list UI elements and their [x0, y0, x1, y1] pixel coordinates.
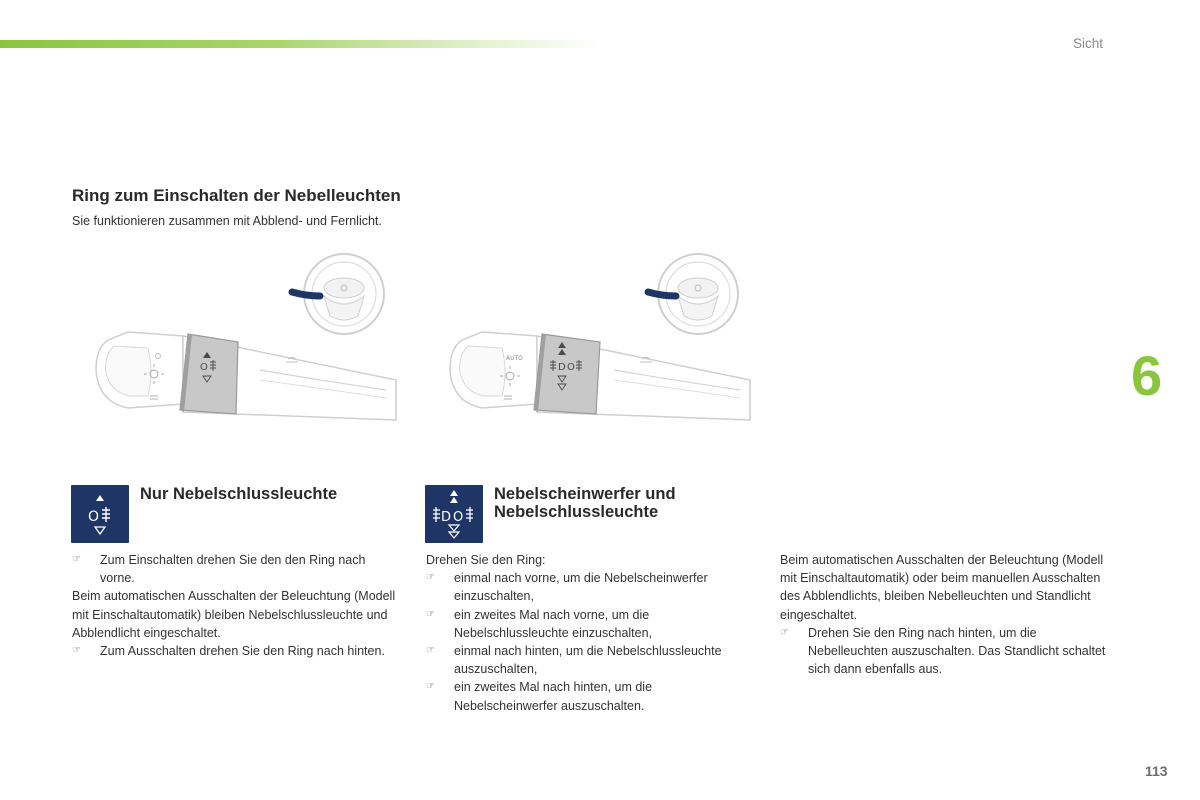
paragraph: Beim automatischen Ausschalten der Beleuchtung (Modell mit Einschaltautomatik) bleiben Nebelschlussleuchte und Abblendlicht eingeschaltet. [72, 589, 396, 640]
section-title-line-1: Nebelscheinwerfer und [494, 485, 676, 503]
section-title-front-rear-fog [494, 485, 754, 521]
intro-text: Sie funktionieren zusammen mit Abblend- und Fernlicht. [72, 214, 382, 228]
paragraph: Beim automatischen Ausschalten der Beleuchtung (Modell mit Einschaltautomatik) oder beim manuellen Ausschalten des Abblendlichts, bleiben Nebelleuchten und Standlicht eingeschaltet. [780, 553, 1104, 622]
rear-fog-light-icon [71, 485, 129, 543]
column-front-rear-fog [426, 551, 756, 715]
paragraph: Drehen Sie den Ring: [426, 553, 546, 567]
list-item [426, 678, 756, 714]
list-item-text: einmal nach vorne, um die Nebelscheinwerfer einzuschalten, [454, 571, 708, 604]
hand-pointer-icon: ☞ [426, 608, 435, 620]
svg-text:D: D [558, 362, 566, 373]
list-item-text: Drehen Sie den Ring nach hinten, um die Nebelleuchten auszuschalten. Das Standlicht schaltet sich dann ebenfalls aus. [808, 625, 1106, 677]
hand-pointer-icon: ☞ [426, 681, 435, 693]
list-item [426, 642, 756, 678]
list-item-text: Zum Ausschalten drehen Sie den Ring nach hinten. [100, 644, 385, 659]
list-item [780, 624, 1110, 679]
svg-text:D: D [441, 510, 452, 525]
hand-pointer-icon: ☞ [780, 626, 789, 638]
hand-pointer-icon: ☞ [72, 645, 81, 657]
list-item-text: einmal nach hinten, um die Nebelschlussleuchte auszuschalten, [454, 644, 722, 677]
svg-text:O: O [200, 362, 208, 373]
column-automatic-off [780, 551, 1110, 678]
chapter-number: 6 [1131, 344, 1163, 407]
svg-text:O: O [567, 362, 575, 373]
stalk-illustration-rear-fog [88, 252, 408, 432]
svg-text:O: O [453, 510, 464, 525]
steering-wheel-icon [648, 254, 738, 334]
list-item [426, 569, 756, 605]
hand-pointer-icon: ☞ [72, 554, 81, 565]
light-stalk-icon [450, 332, 750, 420]
stalk-illustration-front-rear-fog [442, 252, 762, 432]
auto-label: AUTO [506, 355, 523, 362]
column-rear-fog [72, 551, 402, 660]
section-label: Sicht [1073, 36, 1104, 51]
section-title-line-2: Nebelschlussleuchte [494, 503, 659, 521]
list-item [72, 642, 402, 660]
list-item-text: ein zweites Mal nach vorne, um die Nebelschlussleuchte einzuschalten, [454, 607, 653, 640]
list-item [426, 606, 756, 642]
light-stalk-icon [96, 332, 396, 420]
header-accent-bar [0, 40, 600, 48]
page-number: 113 [1145, 763, 1168, 779]
page-title: Ring zum Einschalten der Nebelleuchten [72, 186, 401, 205]
steering-wheel-icon [292, 254, 384, 334]
front-rear-fog-light-icon [425, 485, 483, 543]
list-item-text: Zum Einschalten drehen Sie den den Ring nach vorne. [100, 553, 366, 586]
hand-pointer-icon: ☞ [426, 572, 435, 584]
list-item [72, 551, 402, 587]
list-item-text: ein zweites Mal nach hinten, um die Nebelscheinwerfer auszuschalten. [454, 680, 653, 713]
hand-pointer-icon: ☞ [426, 645, 435, 657]
svg-text:O: O [88, 509, 100, 525]
section-title-rear-fog: Nur Nebelschlussleuchte [140, 485, 338, 503]
